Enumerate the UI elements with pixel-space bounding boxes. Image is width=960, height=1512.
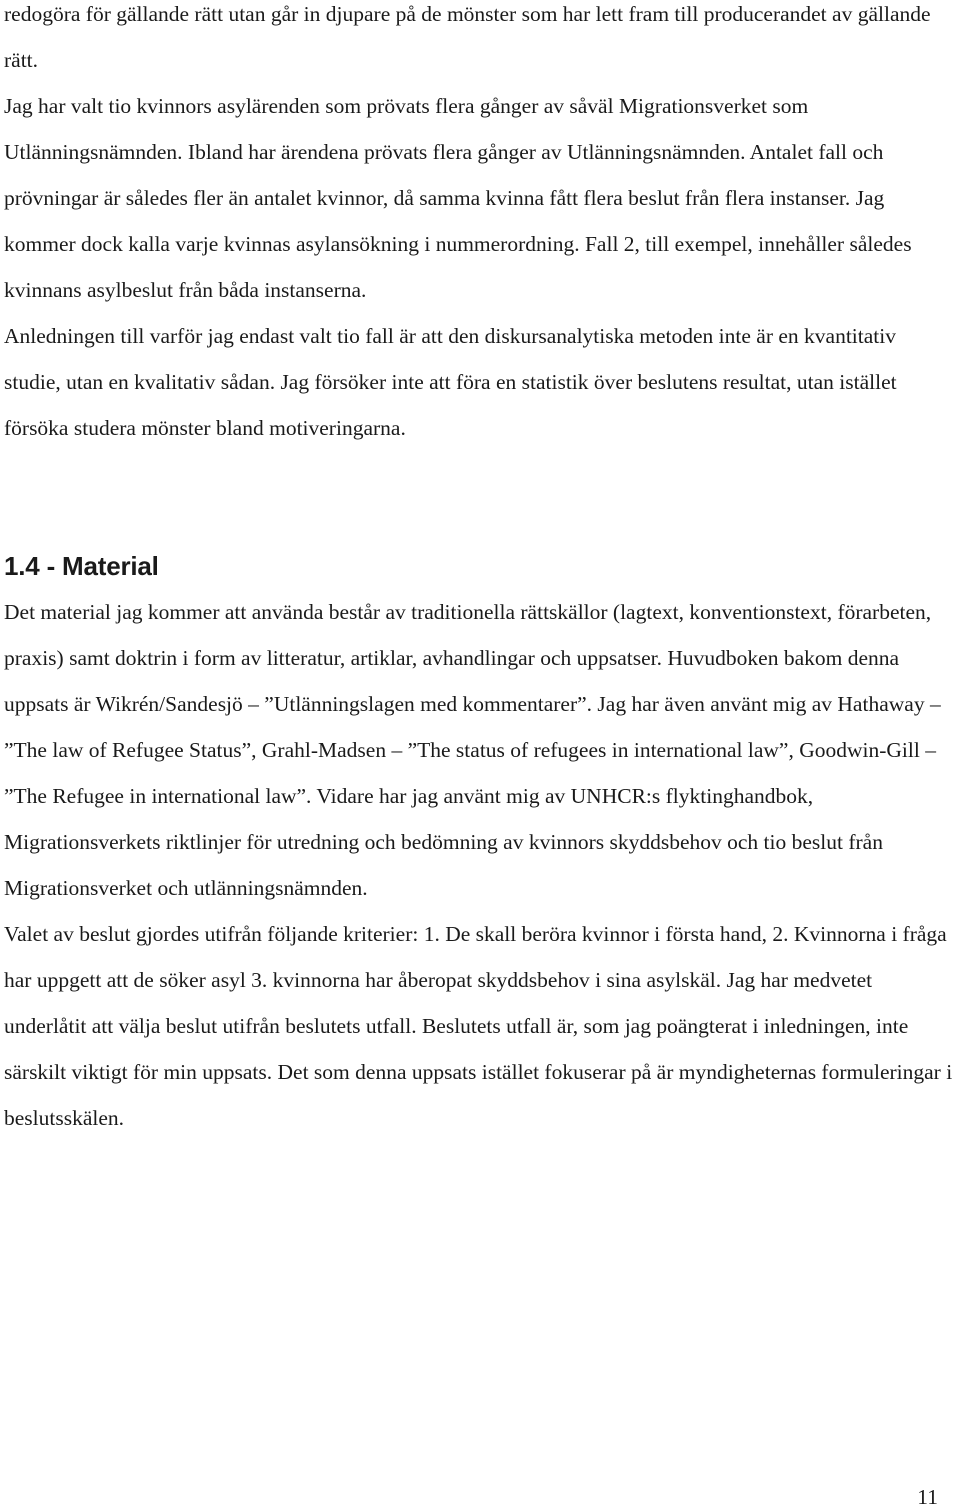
intro-paragraph-3: Anledningen till varför jag endast valt tio fall är att den diskursanalytiska metoden inte är en kvantitativ studie, utan en kvalitativ sådan. Jag försöker inte att föra en statistik över beslutens resultat, utan istället försöka studera mönster bland motiveringarna. [4, 324, 897, 440]
material-paragraph-2: Valet av beslut gjordes utifrån följande kriterier: 1. De skall beröra kvinnor i första hand, 2. Kvinnorna i fråga har uppgett att de söker asyl 3. kvinnorna har åberopat skyddsbehov i sina asylskäl. Jag har medvetet underlåtit att välja beslut utifrån beslutets utfall. Beslutets utfall är, som jag poängterat i inledningen, inte särskilt viktigt för min uppsats. Det som denna uppsats istället fokuserar på är myndigheternas formuleringar i beslutsskälen. [4, 922, 953, 1130]
section-heading: 1.4 - Material [4, 551, 159, 581]
document-page [4, 0, 956, 1141]
page-number: 11 [917, 1485, 938, 1509]
intro-paragraph-2: Jag har valt tio kvinnors asylärenden som prövats flera gånger av såväl Migrationsverket som Utlänningsnämnden. Ibland har ärendena prövats flera gånger av Utlänningsnämnden. Antalet fall och prövningar är således fler än antalet kvinnor, då samma kvinna fått flera beslut från flera instanser. Jag kommer dock kalla varje kvinnas asylansökning i nummerordning. Fall 2, till exempel, innehåller således kvinnans asylbeslut från båda instanserna. [4, 94, 912, 302]
section-spacer [4, 451, 956, 543]
intro-paragraph-1: redogöra för gällande rätt utan går in djupare på de mönster som har lett fram till producerandet av gällande rätt. [4, 2, 931, 72]
material-paragraph-1: Det material jag kommer att använda består av traditionella rättskällor (lagtext, konventionstext, förarbeten, praxis) samt doktrin i form av litteratur, artiklar, avhandlingar och uppsatser. Huvudboken bakom denna uppsats är Wikrén/Sandesjö – ”Utlänningslagen med kommentarer”. Jag har även använt mig av Hathaway – ”The law of Refugee Status”, Grahl-Madsen – ”The status of refugees in international law”, Goodwin-Gill – ”The Refugee in international law”. Vidare har jag använt mig av UNHCR:s flyktinghandbok, Migrationsverkets riktlinjer för utredning och bedömning av kvinnors skyddsbehov och tio beslut från Migrationsverket och utlänningsnämnden. [4, 600, 941, 900]
